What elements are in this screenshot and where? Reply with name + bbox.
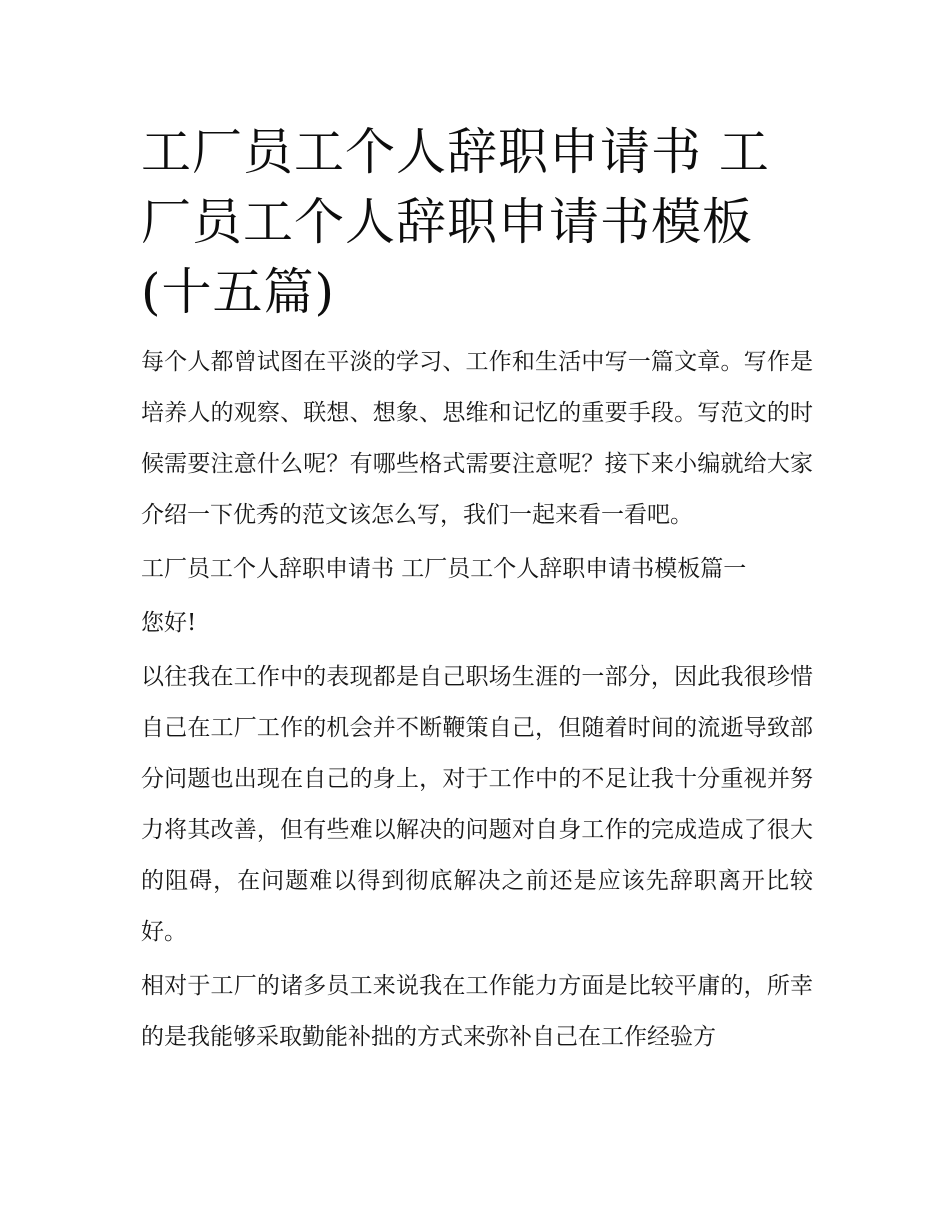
document-title: 工厂员工个人辞职申请书 工厂员工个人辞职申请书模板(十五篇) bbox=[141, 123, 770, 321]
body-paragraph: 以往我在工作中的表现都是自己职场生涯的一部分，因此我很珍惜自己在工厂工作的机会并不断鞭策自己，但随着时间的流逝导致部分问题也出现在自己的身上，对于工作中的不足让我十分重视并努力将其改善，但有些难以解决的问题对自身工作的完成造成了很大的阻碍，在问题难以得到彻底解决之前还是应该先辞职离开比较好。 bbox=[141, 664, 813, 945]
document-body bbox=[141, 117, 813, 1066]
body-paragraph: 相对于工厂的诸多员工来说我在工作能力方面是比较平庸的，所幸的是我能够采取勤能补拙的方式来弥补自己在工作经验方 bbox=[141, 973, 813, 1050]
intro-paragraph: 每个人都曾试图在平淡的学习、工作和生活中写一篇文章。写作是培养人的观察、联想、想象、思维和记忆的重要手段。写范文的时候需要注意什么呢？有哪些格式需要注意呢？接下来小编就给大家介绍一下优秀的范文该怎么写，我们一起来看一看吧。 bbox=[141, 349, 813, 528]
section-heading: 工厂员工个人辞职申请书 工厂员工个人辞职申请书模板篇一 bbox=[141, 556, 747, 582]
salutation: 您好! bbox=[141, 610, 197, 636]
